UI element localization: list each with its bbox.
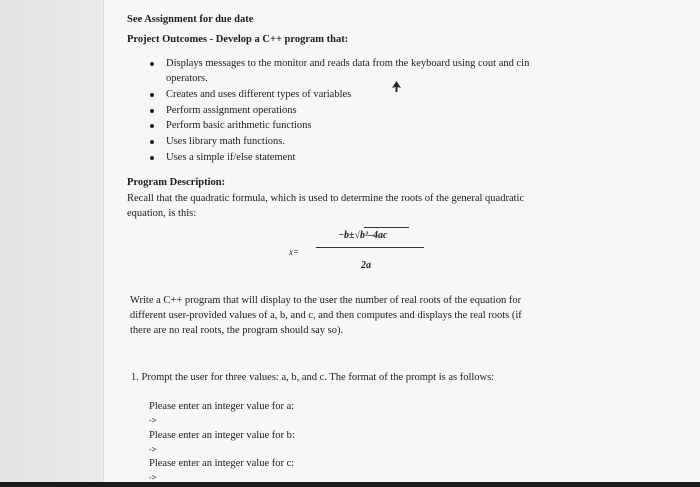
outcomes-heading: Project Outcomes - Develop a C++ program that: [127,34,349,45]
list-item: Perform basic arithmetic functions [166,120,312,131]
list-item-continuation: operators. [166,73,208,84]
prompt-c-text: Please enter an integer value for c: [149,458,295,469]
fraction-bar [316,247,424,248]
prompt-c-arrow: -> [149,473,157,482]
step-1-text: 1. Prompt the user for three values: a, b, and c. The format of the prompt is as follows: [131,372,495,383]
due-date-note: See Assignment for due date [127,14,254,25]
prompt-b-text: Please enter an integer value for b: [149,430,295,441]
mouse-pointer-icon [392,81,401,92]
prompt-a-arrow: -> [149,416,157,425]
list-item: Perform assignment operations [166,105,297,116]
radical-bar [364,227,409,228]
bullet-icon [150,140,154,144]
prompt-b-arrow: -> [149,445,157,454]
bullet-icon [150,93,154,97]
description-text: equation, is this: [127,208,197,219]
bullet-icon [150,62,154,66]
list-item: Uses a simple if/else statement [166,152,296,163]
bullet-icon [150,124,154,128]
formula-denominator: 2a [361,260,371,271]
list-item: Uses library math functions. [166,136,285,147]
bullet-icon [150,109,154,113]
task-text: different user-provided values of a, b, and c, and then computes and displays the real roots (if [130,310,522,321]
bottom-edge [0,482,700,487]
description-text: Recall that the quadratic formula, which is used to determine the roots of the general quadratic [127,193,525,204]
bullet-icon [150,156,154,160]
page-margin [0,0,103,487]
task-text: there are no real roots, the program should say so). [130,325,344,336]
prompt-a-text: Please enter an integer value for a: [149,401,295,412]
formula-lhs: x= [289,247,300,257]
list-item: Displays messages to the monitor and reads data from the keyboard using cout and cin [166,58,530,69]
formula-numerator: −b±√b²–4ac [338,230,388,241]
list-item: Creates and uses different types of variables [166,89,352,100]
description-heading: Program Description: [127,177,226,188]
task-text: Write a C++ program that will display to the user the number of real roots of the equation for [130,295,522,306]
